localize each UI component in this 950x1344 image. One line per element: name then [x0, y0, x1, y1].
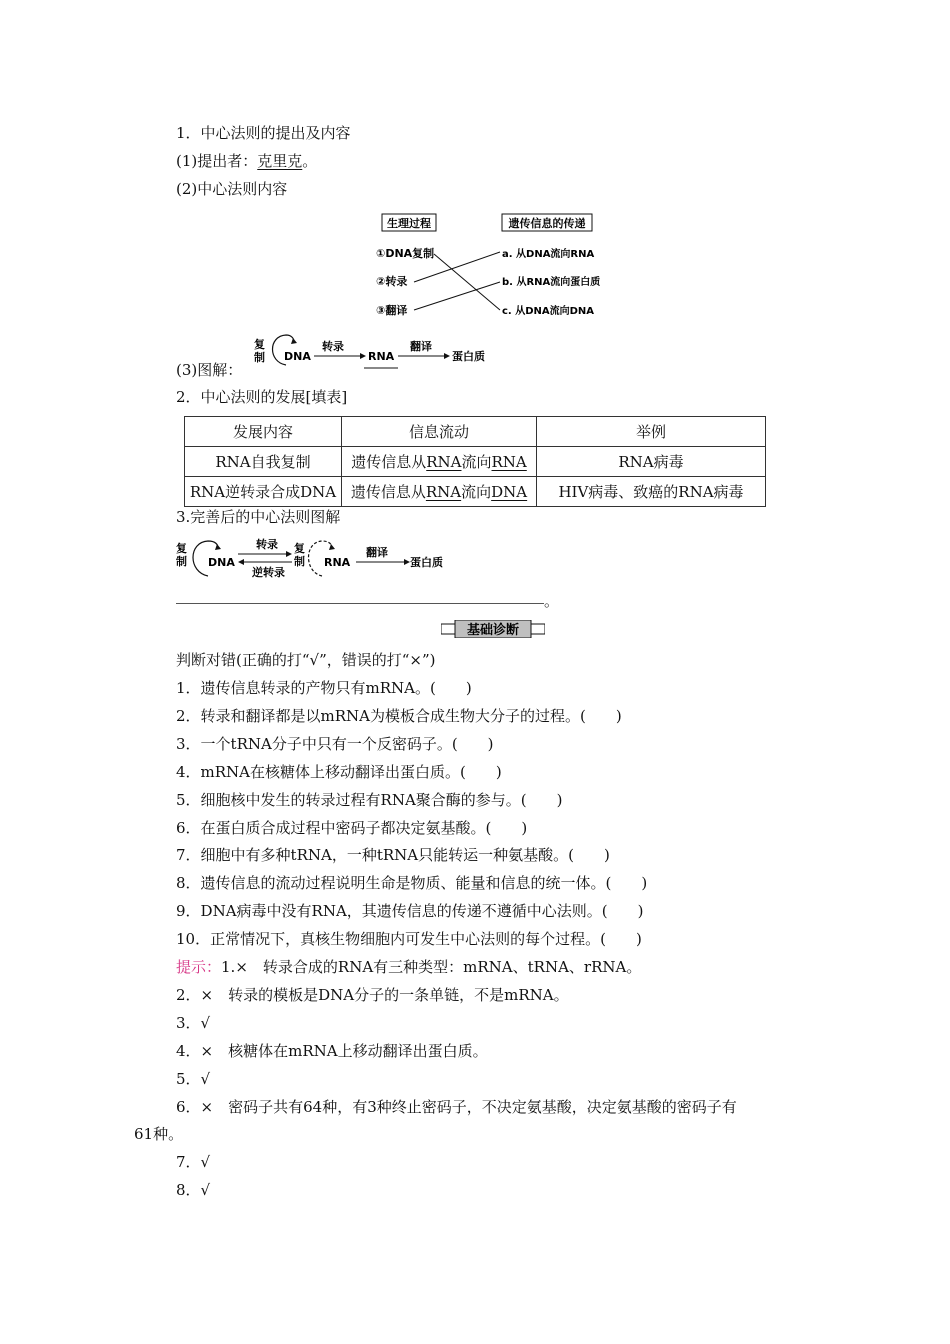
flow-diagram-1	[248, 330, 498, 372]
answer-line: 3．√	[176, 1014, 211, 1032]
flow-mid: 流向	[461, 482, 492, 501]
flow1-replication-arrowhead	[291, 338, 297, 344]
rna-label: RNA	[324, 556, 351, 569]
table-row	[185, 477, 766, 507]
table-cell-content: RNA逆转录合成DNA	[185, 477, 342, 507]
fill-in-blank-line	[176, 603, 544, 604]
match-line-1c	[434, 254, 500, 310]
answer-first: 1.× 转录合成的RNA有三种类型：mRNA、tRNA、rRNA。	[221, 958, 642, 976]
left-header: 生理过程	[387, 217, 431, 230]
right-header: 遗传信息的传递	[508, 217, 586, 230]
quiz-item: 7．细胞中有多种tRNA，一种tRNA只能转运一种氨基酸。( )	[176, 846, 610, 864]
answer-line: 6．× 密码子共有64种，有3种终止密码子，不决定氨基酸，决定氨基酸的密码子有	[176, 1098, 737, 1116]
answer-line: 7．√	[176, 1153, 211, 1171]
quiz-item: 10．正常情况下，真核生物细胞内可发生中心法则的每个过程。( )	[176, 930, 642, 948]
answer-line: 2．× 转录的模板是DNA分子的一条单链，不是mRNA。	[176, 986, 569, 1004]
quiz-item: 6．在蛋白质合成过程中密码子都决定氨基酸。( )	[176, 819, 528, 837]
complete-central-dogma-diagram	[172, 534, 462, 582]
content-heading: (2)中心法则内容	[176, 180, 288, 198]
table-header-row	[185, 417, 766, 447]
flow1-prefix: (3)图解：	[176, 361, 243, 379]
flow1-replication-top: 复	[254, 338, 265, 351]
table-cell-flow	[342, 447, 537, 477]
protein-label: 蛋白质	[410, 556, 443, 569]
answer-line: 5．√	[176, 1070, 211, 1088]
proposer-prefix: (1)提出者：	[176, 152, 258, 170]
right-item-b: b. 从RNA流向蛋白质	[502, 277, 601, 288]
flow-prefix: 遗传信息从	[351, 452, 427, 471]
section2-heading: 2．中心法则的发展[填表]	[176, 388, 348, 406]
match-line-3b	[414, 282, 500, 310]
quiz-item: 2．转录和翻译都是以mRNA为模板合成生物大分子的过程。( )	[176, 707, 622, 725]
answer-line: 4．× 核糖体在mRNA上移动翻译出蛋白质。	[176, 1042, 488, 1060]
badge-label: 基础诊断	[466, 623, 520, 638]
basic-diagnosis-badge	[441, 620, 545, 638]
development-table	[184, 416, 766, 507]
blank-line-end: 。	[544, 592, 560, 610]
rna-replication-arrowhead	[329, 544, 335, 550]
table-cell-example: RNA病毒	[537, 447, 766, 477]
answer-label: 提示：	[176, 958, 222, 976]
quiz-item: 9．DNA病毒中没有RNA，其遗传信息的传递不遵循中心法则。( )	[176, 902, 644, 920]
table-row	[185, 447, 766, 477]
section1-heading: 1．中心法则的提出及内容	[176, 124, 351, 142]
flow1-transcription: 转录	[322, 340, 344, 353]
rna-replication-bottom: 制	[294, 555, 305, 568]
proposer-name: 克里克	[257, 152, 303, 170]
table-cell-flow	[342, 477, 537, 507]
left-item-1: ①DNA复制	[376, 247, 435, 260]
answer-line	[176, 957, 641, 977]
dna-replication-bottom: 制	[176, 555, 187, 568]
quiz-item: 5．细胞核中发生的转录过程有RNA聚合酶的参与。( )	[176, 791, 563, 809]
table-cell-example: HIV病毒、致癌的RNA病毒	[537, 477, 766, 507]
table-cell-content: RNA自我复制	[185, 447, 342, 477]
translation-label: 翻译	[366, 546, 388, 559]
proposer-line	[176, 151, 317, 171]
left-item-2: ②转录	[376, 275, 408, 288]
table-header-content: 发展内容	[185, 417, 342, 447]
flow-source: RNA	[425, 482, 462, 501]
section3-heading: 3.完善后的中心法则图解	[176, 508, 341, 526]
answer-line: 8．√	[176, 1181, 211, 1199]
flow1-rna: RNA	[368, 350, 395, 363]
transcription-label: 转录	[256, 538, 278, 551]
right-item-c: c. 从DNA流向DNA	[502, 306, 595, 317]
flow1-protein: 蛋白质	[452, 350, 485, 363]
rna-replication-top: 复	[294, 542, 305, 555]
flow1-replication-bottom: 制	[254, 351, 265, 364]
flow1-dna: DNA	[284, 350, 311, 363]
flow-target: RNA	[491, 452, 527, 471]
dna-replication-top: 复	[176, 542, 187, 555]
dna-label: DNA	[208, 556, 235, 569]
answer-line: 61种。	[134, 1125, 184, 1143]
right-item-a: a. 从DNA流向RNA	[502, 249, 595, 260]
quiz-instruction: 判断对错(正确的打“√”，错误的打“×”)	[176, 651, 436, 669]
reverse-transcription-label: 逆转录	[252, 566, 285, 579]
matching-diagram	[370, 208, 630, 324]
quiz-item: 8．遗传信息的流动过程说明生命是物质、能量和信息的统一体。( )	[176, 874, 648, 892]
table-header-example: 举例	[537, 417, 766, 447]
flow1-transcription-arrowhead	[360, 353, 366, 359]
flow1-translation: 翻译	[410, 340, 432, 353]
flow-prefix: 遗传信息从	[350, 482, 426, 501]
flow1-translation-arrowhead	[444, 353, 450, 359]
proposer-suffix: 。	[302, 152, 318, 170]
quiz-item: 1．遗传信息转录的产物只有mRNA。( )	[176, 679, 472, 697]
transcription-arrowhead	[286, 551, 292, 557]
left-item-3: ③翻译	[376, 304, 408, 317]
table-header-flow: 信息流动	[342, 417, 537, 447]
reverse-transcription-arrowhead	[238, 559, 244, 565]
flow-source: RNA	[426, 452, 462, 471]
quiz-item: 4．mRNA在核糖体上移动翻译出蛋白质。( )	[176, 763, 502, 781]
quiz-item: 3．一个tRNA分子中只有一个反密码子。( )	[176, 735, 494, 753]
flow-target: DNA	[491, 482, 528, 501]
flow-mid: 流向	[461, 452, 492, 471]
